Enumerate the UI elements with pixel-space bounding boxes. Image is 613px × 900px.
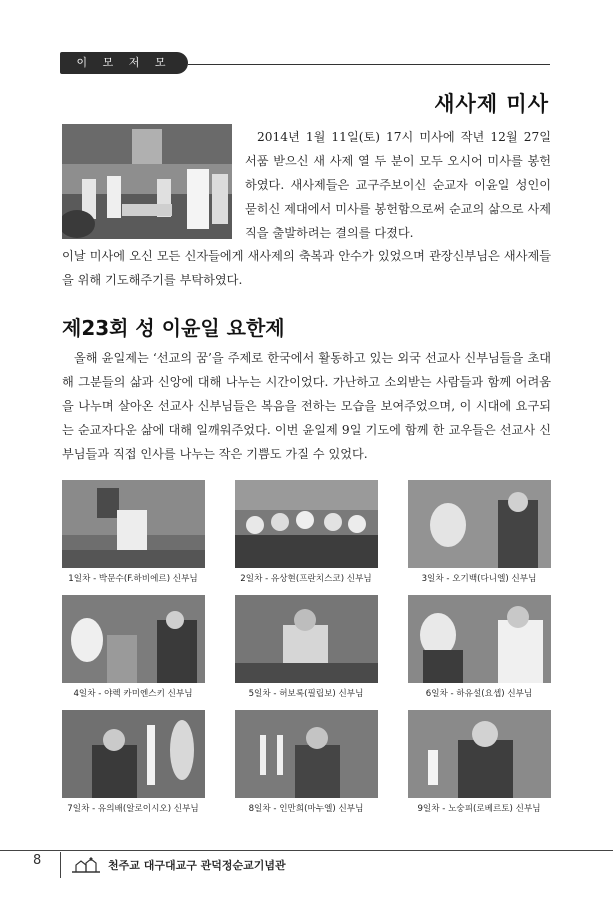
day5-caption: 5일차 - 허보록(필립보) 신부님 <box>248 689 364 699</box>
section-tag: 이 모 저 모 <box>60 52 188 74</box>
day7-caption: 7일차 - 유의배(알로이시오) 신부님 <box>67 804 199 814</box>
day5-photo <box>235 595 378 683</box>
day9-photo <box>408 710 551 798</box>
day3-photo <box>408 480 551 568</box>
day2-caption: 2일차 - 유상현(프란치스코) 신부님 <box>240 574 372 584</box>
article2-title: 제23회 성 이윤일 요한제 <box>62 316 285 340</box>
day7-photo <box>62 710 205 798</box>
day6-photo <box>408 595 551 683</box>
day3-caption: 3일차 - 오기백(다니엘) 신부님 <box>421 574 537 584</box>
church-logo-icon <box>70 856 102 874</box>
footer-organization: 천주교 대구대교구 관덕정순교기념관 <box>108 859 286 872</box>
day1-photo <box>62 480 205 568</box>
article2-body: 올해 윤일제는 ‘선교의 꿈’을 주제로 한국에서 활동하고 있는 외국 선교사 신부님들을 초대해 그분들의 삶과 신앙에 대해 나누는 시간이었다. 가난하고 소외받는 사람들과 함께 어려움을 나누며 살아온 선교사 신부님들은 복음을 전하는 모습을 보여주었으며, 이 시대에 요구되는 순교자다운 삶에 대해 일깨워주었다. 이번 윤일제 9일 기도에 함께 한 교우들은 선교사 신부님들과 직접 인사를 나누는 작은 기쁨도 가질 수 있었다. <box>62 351 551 461</box>
page-number: 8 <box>33 853 42 868</box>
day2-photo <box>235 480 378 568</box>
section-tag-rule <box>188 64 550 65</box>
article1-paragraph1: 2014년 1월 11일(토) 17시 미사에 작년 12월 27일 서품 받으신 새 사제 열 두 분이 모두 오시어 미사를 봉헌하였다. 새사제들은 교구주보이신 순교자 이윤일 성인이 묻히신 제대에서 미사를 봉헌함으로써 순교의 삶으로 사제직을 출발하려는 결의를 다졌다. <box>245 130 551 240</box>
day8-photo <box>235 710 378 798</box>
day6-caption: 6일차 - 하유설(요셉) 신부님 <box>425 689 533 699</box>
new-priests-mass-photo <box>62 124 232 239</box>
day9-caption: 9일차 - 노숭피(로베르토) 신부님 <box>417 804 541 814</box>
footer-rule <box>0 850 613 851</box>
day4-photo <box>62 595 205 683</box>
article1-paragraph2: 이날 미사에 오신 모든 신자들에게 새사제의 축복과 안수가 있었으며 관장신부님은 새사제들을 위해 기도해주기를 부탁하였다. <box>62 249 551 287</box>
day1-caption: 1일차 - 박문수(F.하비에르) 신부님 <box>68 574 198 584</box>
article1-title: 새사제 미사 <box>434 92 549 116</box>
footer-separator <box>60 852 61 878</box>
day4-caption: 4일차 - 야렉 카미엔스키 신부님 <box>73 689 193 699</box>
day8-caption: 8일차 - 인만희(마누엘) 신부님 <box>248 804 364 814</box>
